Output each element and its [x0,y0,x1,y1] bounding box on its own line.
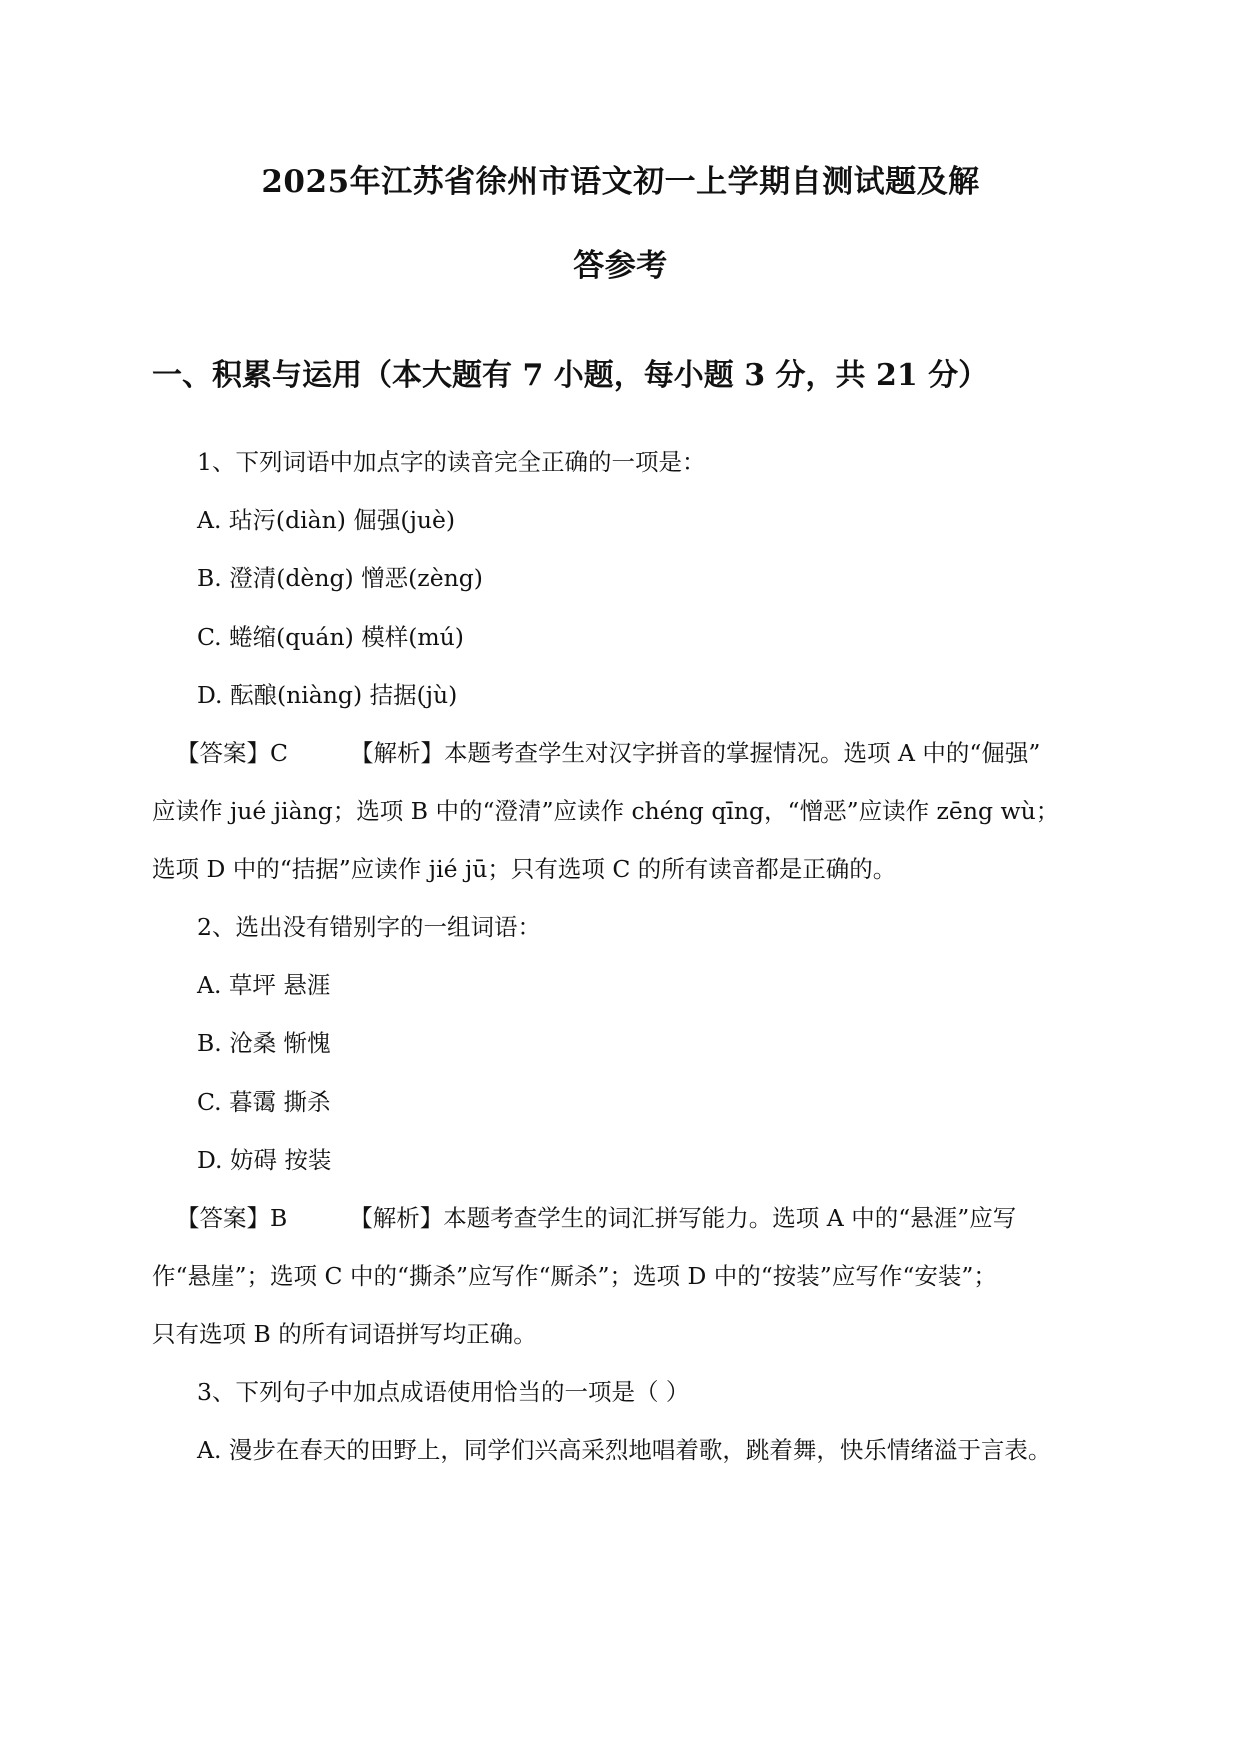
question-1-option-c: C. 蜷缩(quán) 模样(mú) [197,623,464,651]
question-1-option-a: A. 玷污(diàn) 倔强(juè) [197,506,456,534]
question-1-analysis-line-1: 【解析】本题考查学生对汉字拼音的掌握情况。选项 A 中的“倔强” [349,739,1041,767]
question-1-answer: 【答案】C [176,739,288,767]
question-2-answer-row [176,1202,1016,1234]
question-2-analysis-line-1: 【解析】本题考查学生的词汇拼写能力。选项 A 中的“悬涯”应写 [349,1204,1017,1232]
question-1-analysis-line-2: 应读作 jué jiàng；选项 B 中的“澄清”应读作 chéng qīng，“憎恶”应读作 zēng wù； [152,797,1060,825]
question-1-answer-row [176,737,1040,769]
question-2-answer: 【答案】B [176,1204,288,1232]
question-2-analysis-line-3: 只有选项 B 的所有词语拼写均正确。 [152,1320,537,1348]
question-2-analysis-line-2: 作“悬崖”；选项 C 中的“撕杀”应写作“厮杀”；选项 D 中的“按装”应写作“安装”； [152,1262,997,1290]
document-title-line-2: 答参考 [573,248,668,284]
question-2-option-d: D. 妨碍 按装 [197,1146,332,1174]
question-1-analysis-line-3: 选项 D 中的“拮据”应读作 jié jū；只有选项 C 的所有读音都是正确的。 [152,855,897,883]
question-2-option-c: C. 暮霭 撕杀 [197,1088,331,1116]
question-1-option-b: B. 澄清(dèng) 憎恶(zèng) [197,564,483,592]
document-title-line-1: 2025年江苏省徐州市语文初一上学期自测试题及解 [261,164,980,200]
question-2-stem: 2、选出没有错别字的一组词语： [197,913,541,941]
question-3-option-a: A. 漫步在春天的田野上，同学们兴高采烈地唱着歌，跳着舞，快乐情绪溢于言表。 [197,1436,1052,1464]
question-3-stem: 3、下列句子中加点成语使用恰当的一项是（ ） [197,1378,690,1406]
question-1-option-d: D. 酝酿(niàng) 拮据(jù) [197,681,458,709]
section-heading: 一、积累与运用（本大题有 7 小题，每小题 3 分，共 21 分） [152,358,989,393]
question-2-option-b: B. 沧桑 惭愧 [197,1029,331,1057]
question-2-option-a: A. 草坪 悬涯 [197,971,331,999]
question-1-stem: 1、下列词语中加点字的读音完全正确的一项是： [197,448,706,476]
